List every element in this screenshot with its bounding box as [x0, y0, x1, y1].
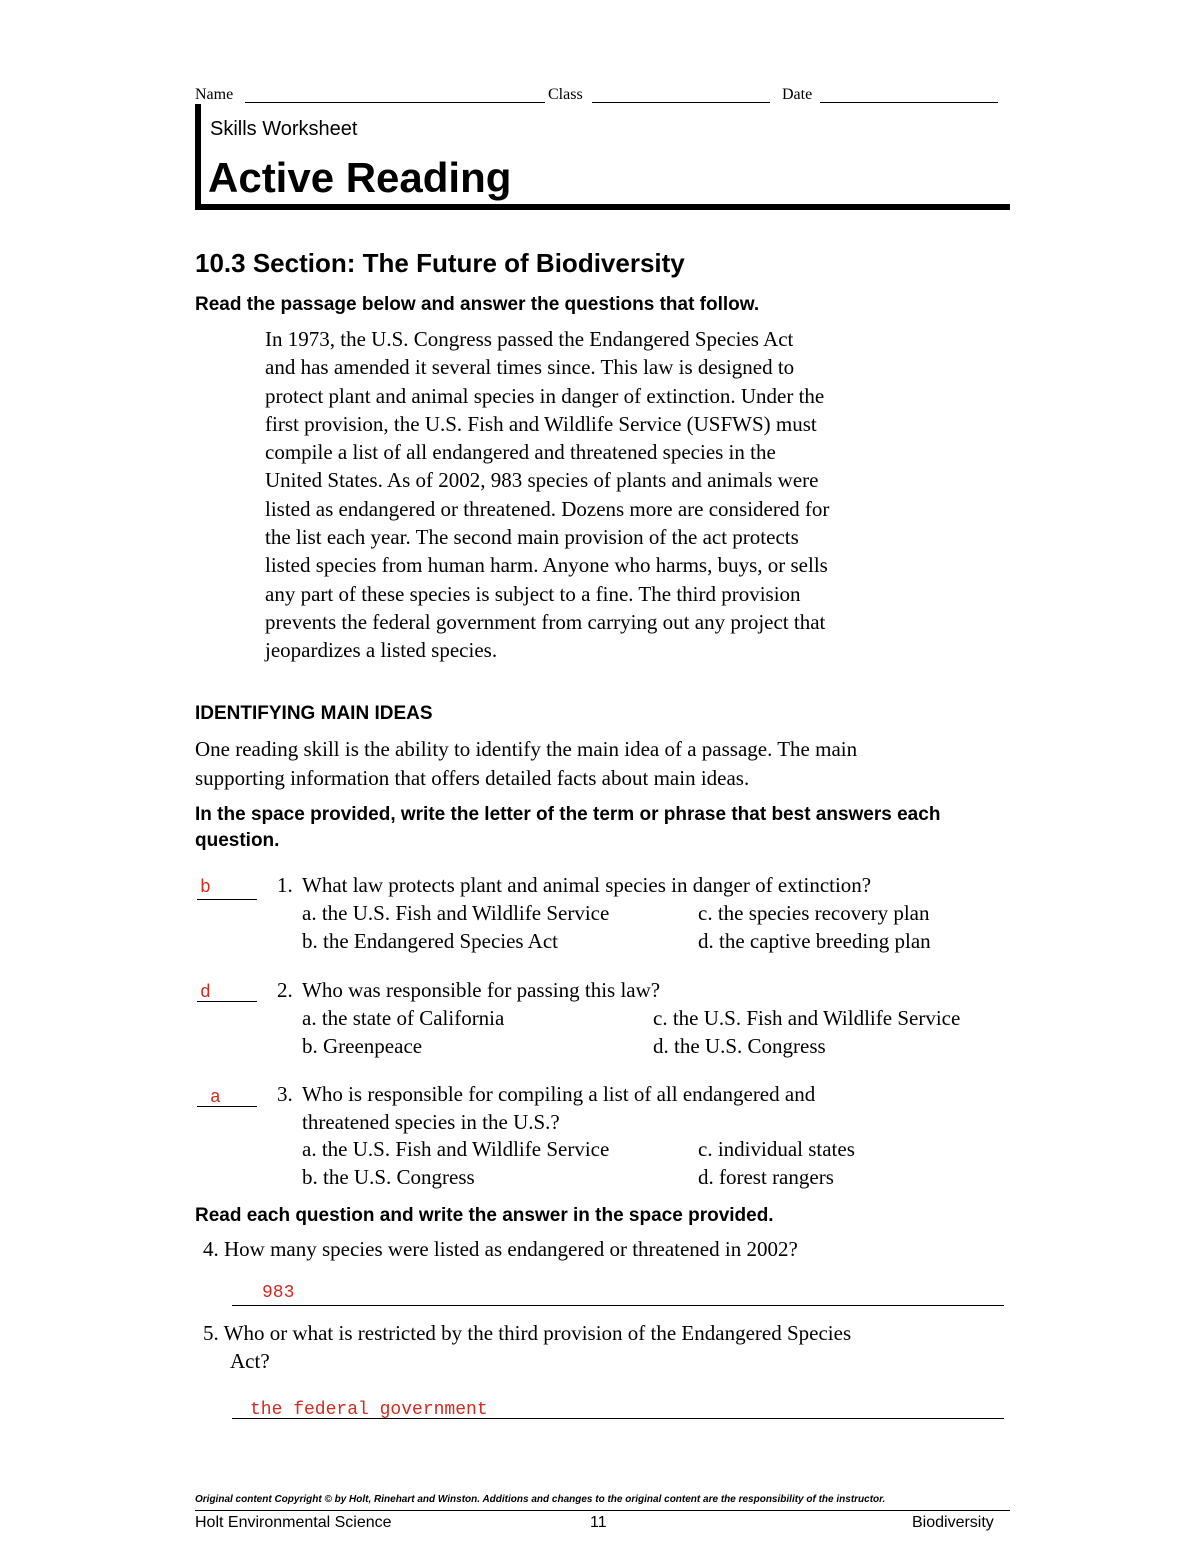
q2-option-d: d. the U.S. Congress — [653, 1034, 826, 1058]
q3-option-d: d. forest rangers — [698, 1165, 834, 1189]
class-label: Class — [548, 86, 583, 103]
q4-question: 4. How many species were listed as endangered or threatened in 2002? — [203, 1237, 798, 1261]
passage-line: protect plant and animal species in danger of extinction. Under the — [265, 383, 825, 408]
mc-instruction-line: question. — [195, 830, 280, 851]
q2-answer[interactable]: d — [200, 983, 211, 1003]
mc-instruction — [195, 802, 1015, 854]
passage-line: compile a list of all endangered and threatened species in the — [265, 440, 776, 465]
footer-rule — [195, 1510, 1010, 1511]
q4-answer-line[interactable] — [232, 1305, 1004, 1306]
q2-answer-blank[interactable] — [197, 1001, 257, 1002]
q1-answer-blank[interactable] — [197, 899, 257, 900]
worksheet-kicker: Skills Worksheet — [210, 118, 358, 140]
q1-option-d: d. the captive breeding plan — [698, 929, 931, 953]
q2-question: Who was responsible for passing this law? — [302, 978, 661, 1002]
q1-number: 1. — [277, 873, 293, 897]
q1-question: What law protects plant and animal species in danger of extinction? — [302, 873, 872, 897]
q1-option-b: b. the Endangered Species Act — [302, 929, 558, 953]
q3-option-c: c. individual states — [698, 1137, 855, 1161]
passage-line: prevents the federal government from carrying out any project that — [265, 609, 826, 634]
date-field[interactable] — [820, 86, 998, 103]
title-bar-bottom — [195, 204, 1010, 210]
date-label: Date — [782, 86, 813, 103]
main-ideas-intro — [195, 735, 1015, 792]
q3-answer-blank[interactable] — [197, 1106, 257, 1107]
q4-answer[interactable]: 983 — [262, 1283, 295, 1303]
passage-line: jeopardizes a listed species. — [265, 638, 498, 663]
passage-line: United States. As of 2002, 983 species of plants and animals were — [265, 468, 819, 493]
passage-instruction: Read the passage below and answer the questions that follow. — [195, 294, 760, 315]
q3-question-line-2: threatened species in the U.S.? — [302, 1110, 560, 1134]
q1-option-c: c. the species recovery plan — [698, 901, 930, 925]
q3-answer[interactable]: a — [210, 1088, 221, 1108]
passage-line: listed as endangered or threatened. Dozens more are considered for — [265, 496, 830, 521]
q2-option-a: a. the state of California — [302, 1006, 505, 1030]
reading-passage — [265, 325, 965, 665]
class-field[interactable] — [592, 86, 770, 103]
q5-answer[interactable]: the federal government — [250, 1400, 488, 1420]
q3-option-a: a. the U.S. Fish and Wildlife Service — [302, 1137, 610, 1161]
q2-number: 2. — [277, 978, 293, 1002]
passage-line: first provision, the U.S. Fish and Wildlife Service (USFWS) must — [265, 411, 817, 436]
name-field[interactable] — [245, 86, 545, 103]
copyright-notice: Original content Copyright © by Holt, Rinehart and Winston. Additions and changes to the original content are the responsibility of the instructor. — [195, 1494, 886, 1505]
intro-line: One reading skill is the ability to identify the main idea of a passage. The main — [195, 737, 858, 761]
q1-answer[interactable]: b — [200, 878, 211, 898]
passage-line: and has amended it several times since. This law is designed to — [265, 355, 795, 380]
q5-question-line-2: Act? — [230, 1349, 270, 1373]
title-bar-left — [195, 104, 201, 210]
q5-question-line-1: 5. Who or what is restricted by the third provision of the Endangered Species — [203, 1321, 852, 1345]
passage-line: any part of these species is subject to a fine. The third provision — [265, 581, 801, 606]
q5-answer-line[interactable] — [232, 1418, 1004, 1419]
intro-line: supporting information that offers detailed facts about main ideas. — [195, 765, 750, 790]
q3-number: 3. — [277, 1082, 293, 1106]
mc-instruction-line: In the space provided, write the letter of the term or phrase that best answers each — [195, 804, 941, 825]
main-ideas-heading: IDENTIFYING MAIN IDEAS — [195, 703, 433, 724]
q2-option-b: b. Greenpeace — [302, 1034, 423, 1058]
passage-line: In 1973, the U.S. Congress passed the Endangered Species Act — [265, 327, 794, 351]
short-answer-instruction: Read each question and write the answer in the space provided. — [195, 1205, 774, 1226]
passage-line: listed species from human harm. Anyone who harms, buys, or sells — [265, 553, 828, 578]
footer-book-title: Holt Environmental Science — [195, 1514, 392, 1531]
q3-option-b: b. the U.S. Congress — [302, 1165, 475, 1189]
footer-chapter: Biodiversity — [912, 1514, 994, 1531]
page-number: 11 — [590, 1514, 607, 1531]
section-heading: 10.3 Section: The Future of Biodiversity — [195, 248, 685, 278]
q2-option-c: c. the U.S. Fish and Wildlife Service — [653, 1006, 961, 1030]
page-title: Active Reading — [208, 154, 512, 201]
name-label: Name — [195, 86, 234, 103]
passage-line: the list each year. The second main provision of the act protects — [265, 525, 799, 550]
q3-question-line-1: Who is responsible for compiling a list of all endangered and — [302, 1082, 816, 1106]
q1-option-a: a. the U.S. Fish and Wildlife Service — [302, 901, 610, 925]
